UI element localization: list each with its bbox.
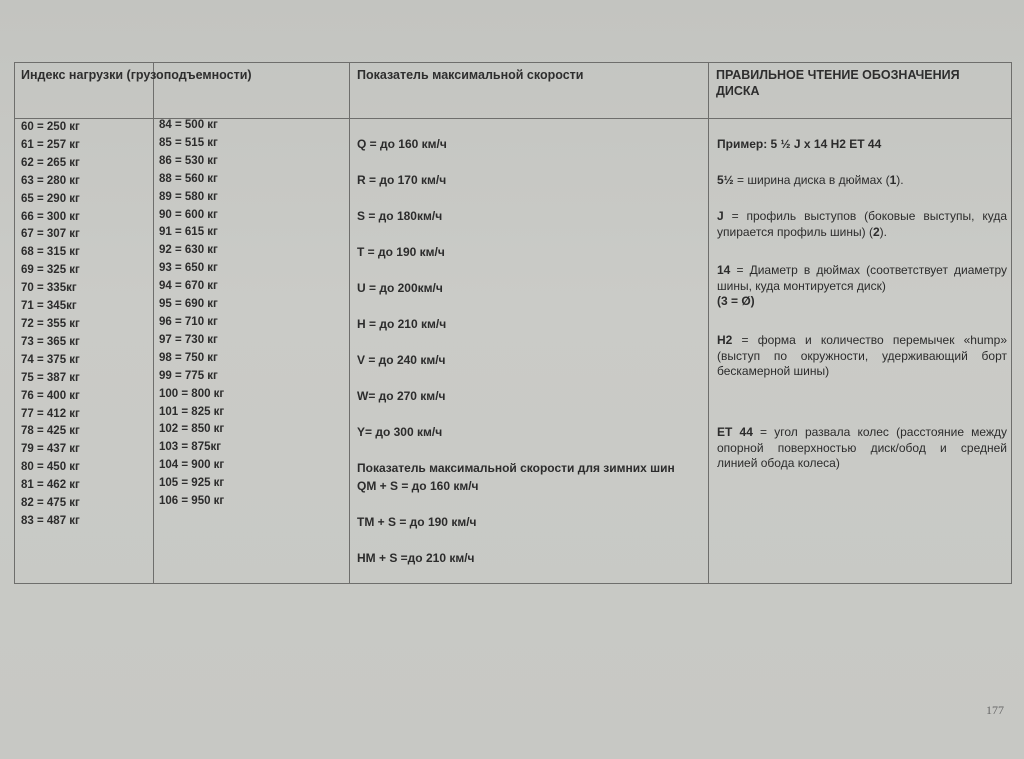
load-index-item: 100 = 800 кг <box>159 387 225 400</box>
speed-q: Q = до 160 км/ч <box>357 137 447 151</box>
load-index-item: 61 = 257 кг <box>21 138 80 151</box>
load-index-item: 72 = 355 кг <box>21 317 80 330</box>
load-index-item: 71 = 345кг <box>21 300 77 313</box>
rim-et-text: = угол развала колес (расстояние между опорной поверхностью диск/обод и средней линией обода колеса) <box>717 425 1008 470</box>
load-index-item: 67 = 307 кг <box>21 228 80 241</box>
rim-h2 <box>717 333 1007 380</box>
rim-diameter-note: (3 = Ø) <box>717 294 755 308</box>
load-index-item: 70 = 335кг <box>21 282 77 295</box>
rim-width-text: = ширина диска в дюймах ( <box>733 173 890 187</box>
table-divider <box>708 63 709 583</box>
load-index-list-2 <box>159 117 224 511</box>
load-index-item: 101 = 825 кг <box>159 405 225 418</box>
load-index-item: 99 = 775 кг <box>159 369 218 382</box>
speed-tm: TM + S = до 190 км/ч <box>357 515 477 529</box>
load-index-item: 77 = 412 кг <box>21 407 80 420</box>
load-index-item: 88 = 560 кг <box>159 172 218 185</box>
table-divider <box>349 63 350 583</box>
load-index-item: 89 = 580 кг <box>159 190 218 203</box>
speed-t: T = до 190 км/ч <box>357 245 445 259</box>
rim-et-key: ET 44 <box>717 425 753 439</box>
load-index-item: 82 = 475 кг <box>21 497 80 510</box>
load-index-item: 95 = 690 кг <box>159 298 218 311</box>
rim-j-num: 2 <box>872 224 880 239</box>
speed-h: H = до 210 км/ч <box>357 317 447 331</box>
speed-qm: QM + S = до 160 км/ч <box>357 479 479 493</box>
load-index-item: 74 = 375 кг <box>21 353 80 366</box>
load-index-item: 80 = 450 кг <box>21 461 80 474</box>
load-index-item: 65 = 290 кг <box>21 192 80 205</box>
load-index-item: 92 = 630 кг <box>159 244 218 257</box>
rim-example <box>717 137 1007 153</box>
rim-example-text: Пример: 5 ½ J x 14 H2 ET 44 <box>717 137 882 151</box>
rim-width <box>717 173 1007 189</box>
load-index-item: 96 = 710 кг <box>159 315 218 328</box>
load-index-item: 78 = 425 кг <box>21 425 80 438</box>
rim-diameter-key: 14 <box>717 263 731 277</box>
load-index-item: 75 = 387 кг <box>21 371 80 384</box>
load-index-item: 102 = 850 кг <box>159 423 225 436</box>
load-index-item: 66 = 300 кг <box>21 210 80 223</box>
speed-s: S = до 180км/ч <box>357 209 443 223</box>
speed-winter-title: Показатель максимальной скорости для зимних шин <box>357 461 675 475</box>
rim-width-end: ). <box>896 173 904 187</box>
load-index-item: 97 = 730 кг <box>159 333 218 346</box>
rim-diameter <box>717 263 1007 310</box>
header-speed-index: Показатель максимальной скорости <box>357 68 584 82</box>
load-index-item: 62 = 265 кг <box>21 156 80 169</box>
rim-j <box>717 209 1007 240</box>
rim-j-end: ). <box>879 224 887 239</box>
load-index-item: 84 = 500 кг <box>159 119 218 131</box>
speed-hm: HM + S =до 210 км/ч <box>357 551 475 565</box>
load-index-item: 93 = 650 кг <box>159 262 218 275</box>
load-index-item: 73 = 365 кг <box>21 335 80 348</box>
load-index-item: 103 = 875кг <box>159 441 222 454</box>
rim-j-key: J <box>717 209 724 223</box>
load-index-item: 86 = 530 кг <box>159 154 218 167</box>
load-index-item: 68 = 315 кг <box>21 246 80 259</box>
load-index-item: 104 = 900 кг <box>159 459 225 472</box>
load-index-item: 63 = 280 кг <box>21 174 80 187</box>
header-load-index: Индекс нагрузки (грузоподъемности) <box>21 68 252 82</box>
load-index-item: 91 = 615 кг <box>159 226 218 239</box>
rim-diameter-text: = Диаметр в дюймах (соответствует диаметру шины, куда монтируется диск) <box>717 263 1007 293</box>
load-index-item: 106 = 950 кг <box>159 495 225 508</box>
header-rim-reading: ПРАВИЛЬНОЕ ЧТЕНИЕ ОБОЗНАЧЕНИЯ ДИСКА <box>716 68 960 98</box>
rim-h2-key: H2 <box>717 333 733 347</box>
load-index-item: 69 = 325 кг <box>21 264 80 277</box>
rim-width-key: 5½ <box>717 173 734 187</box>
load-index-item: 98 = 750 кг <box>159 351 218 364</box>
speed-v: V = до 240 км/ч <box>357 353 446 367</box>
speed-y: Y= до 300 км/ч <box>357 425 443 439</box>
load-index-item: 105 = 925 кг <box>159 477 225 490</box>
page-number: 177 <box>986 703 1004 717</box>
table-divider <box>153 63 154 583</box>
rim-width-num: 1 <box>889 173 897 187</box>
speed-w: W= до 270 км/ч <box>357 389 446 403</box>
rim-h2-text: = форма и количество перемычек «hump» (выступ по окружности, удерживающий борт бескамерной шины) <box>717 333 1007 378</box>
speed-u: U = до 200км/ч <box>357 281 443 295</box>
rim-et <box>717 425 1007 472</box>
speed-r: R = до 170 км/ч <box>357 173 447 187</box>
load-index-item: 76 = 400 кг <box>21 389 80 402</box>
load-index-item: 60 = 250 кг <box>21 121 80 133</box>
load-index-item: 81 = 462 кг <box>21 479 80 492</box>
load-index-item: 94 = 670 кг <box>159 280 218 293</box>
load-index-list-1 <box>21 119 80 531</box>
load-index-item: 90 = 600 кг <box>159 208 218 221</box>
load-index-item: 79 = 437 кг <box>21 443 80 456</box>
load-index-item: 83 = 487 кг <box>21 514 80 527</box>
rim-j-text: = профиль выступов (боковые выступы, куда упирается профиль шины) ( <box>717 209 1007 239</box>
load-index-item: 85 = 515 кг <box>159 136 218 149</box>
tire-info-table <box>14 62 1012 584</box>
